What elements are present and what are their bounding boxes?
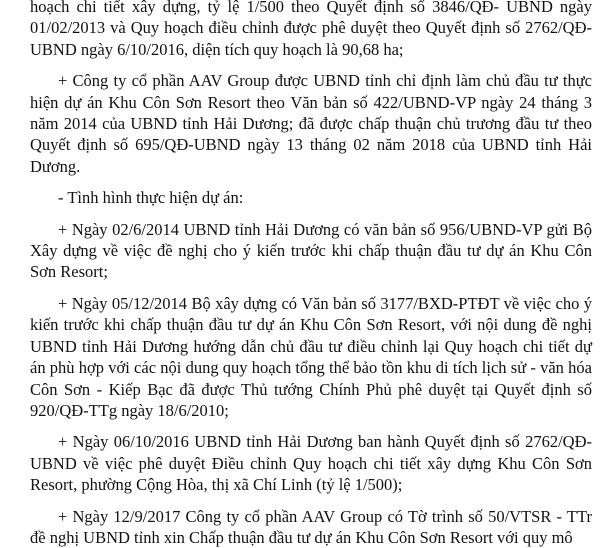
paragraph-gap bbox=[0, 177, 606, 187]
paragraph-gap bbox=[0, 209, 606, 219]
paragraph-gap bbox=[0, 283, 606, 293]
paragraph-gap bbox=[0, 496, 606, 506]
paragraph-event-2017-09: + Ngày 12/9/2017 Công ty cổ phần AAV Group có Tờ trình số 50/VTSR - TTr đề nghị UBND tỉnh xin Chấp thuận đầu tư dự án Khu Côn Sơn Resort với quy mô bbox=[30, 506, 592, 547]
paragraph-planning-continuation: hoạch chi tiết xây dựng, tỷ lệ 1/500 theo Quyết định số 3846/QĐ- UBND ngày 01/02/2013 và Quy hoạch điều chỉnh được phê duyệt theo Quyết định số 2762/QĐ-UBND ngày 6/10/2016, diện tích quy hoạch là 90,68 ha; bbox=[30, 0, 592, 59]
paragraph-event-2014-12: + Ngày 05/12/2014 Bộ xây dựng có Văn bản số 3177/BXD-PTĐT về việc cho ý kiến trước khi chấp thuận đầu tư dự án Khu Côn Sơn Resort, với nội dung đề nghị UBND tỉnh Hải Dương hướng dẫn chủ đầu tư điều chỉnh lại Quy hoạch chi tiết dự án phù hợp với các nội dung quy hoạch tổng thể bảo tồn khu di tích lịch sử - văn hóa Côn Sơn - Kiếp Bạc đã được Thủ tướng Chính Phủ phê duyệt tại Quyết định số 920/QĐ-TTg ngày 18/6/2010; bbox=[30, 293, 592, 420]
paragraph-gap bbox=[0, 60, 606, 70]
paragraph-event-2016-10: + Ngày 06/10/2016 UBND tỉnh Hải Dương ban hành Quyết định số 2762/QĐ-UBND về việc phê duyệt Điều chỉnh Quy hoạch chi tiết xây dựng Khu Côn Sơn Resort, phường Cộng Hòa, thị xã Chí Linh (tỷ lệ 1/500); bbox=[30, 432, 592, 495]
paragraph-gap bbox=[0, 421, 606, 431]
paragraph-implementation-heading: - Tình hình thực hiện dự án: bbox=[58, 188, 244, 208]
paragraph-event-2014-06: + Ngày 02/6/2014 UBND tỉnh Hải Dương có văn bản số 956/UBND-VP gửi Bộ Xây dựng về việc đề nghị cho ý kiến trước khi chấp thuận đầu tư dự án Khu Côn Sơn Resort; bbox=[30, 219, 592, 282]
paragraph-investor-appointment: + Công ty cổ phần AAV Group được UBND tỉnh chỉ định làm chủ đầu tư thực hiện dự án Khu Côn Sơn Resort theo Văn bản số 422/UBND-VP ngày 24 tháng 3 năm 2014 của UBND tỉnh Hải Dương; đã được chấp thuận chủ trương đầu tư theo Quyết định số 695/QĐ-UBND ngày 13 tháng 02 năm 2018 của UBND tỉnh Hải Dương. bbox=[30, 71, 592, 176]
